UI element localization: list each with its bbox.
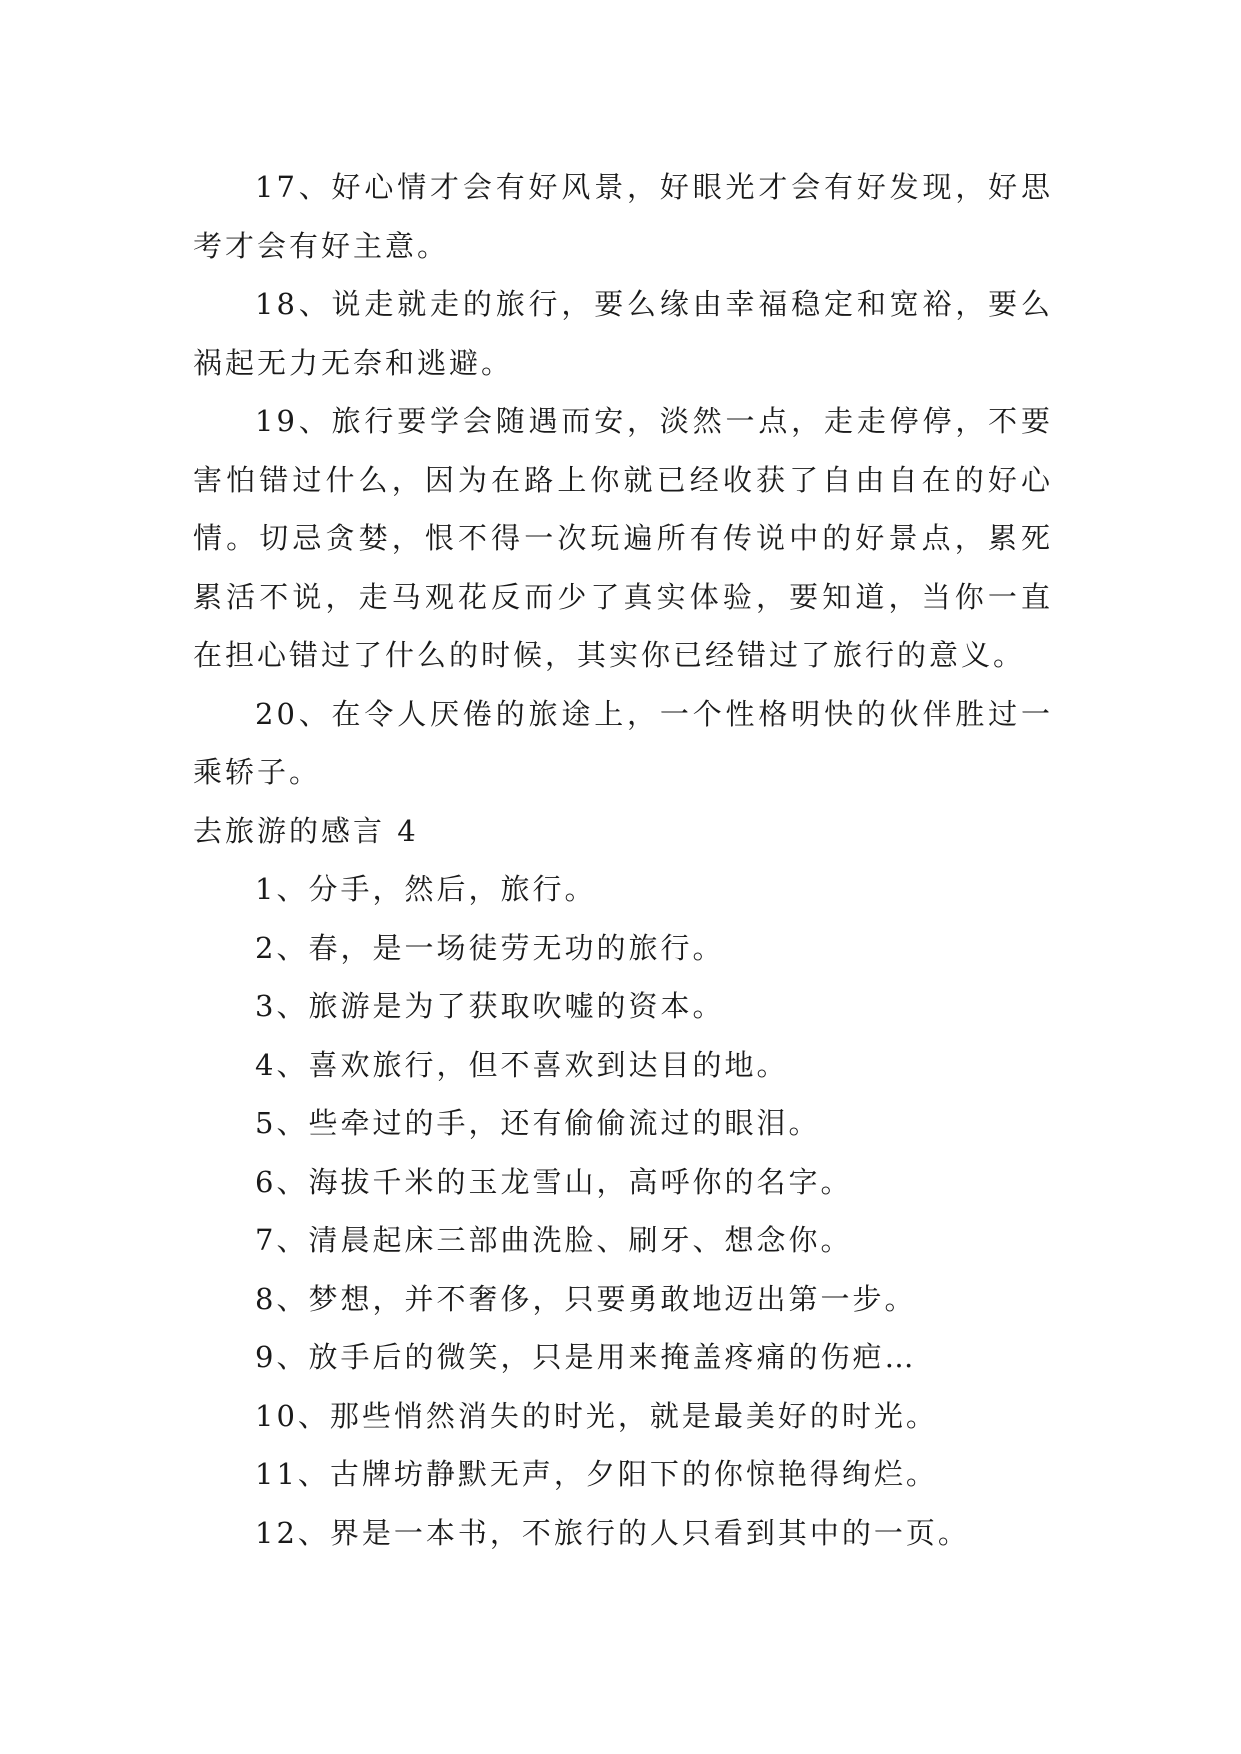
list-item: 4、喜欢旅行，但不喜欢到达目的地。 <box>255 1047 789 1082</box>
list-item: 3、旅游是为了获取吹嘘的资本。 <box>255 989 725 1023</box>
paragraph-19: 19、旅行要学会随遇而安，淡然一点，走走停停，不要害怕错过什么，因为在路上你就已经收获了自由自在的好心情。切忌贪婪，恨不得一次玩遍所有传说中的好景点，累死累活不说，走马观花反而少了真实体验，要知道，当你一直在担心错过了什么的时候，其实你已经错过了旅行的意义。 <box>193 404 1053 672</box>
list-item: 8、梦想，并不奢侈，只要勇敢地迈出第一步。 <box>255 1281 917 1316</box>
list-item: 10、那些悄然消失的时光，就是最美好的时光。 <box>255 1398 938 1433</box>
list-item: 1、分手，然后，旅行。 <box>255 872 597 906</box>
list-item: 6、海拔千米的玉龙雪山，高呼你的名字。 <box>255 1164 853 1199</box>
list-item: 5、些牵过的手，还有偷偷流过的眼泪。 <box>255 1106 821 1140</box>
document-page <box>193 158 1053 1562</box>
list-item: 2、春，是一场徒劳无功的旅行。 <box>255 930 725 965</box>
list-item: 9、放手后的微笑，只是用来掩盖疼痛的伤疤… <box>255 1340 917 1374</box>
list-item: 11、古牌坊静默无声，夕阳下的你惊艳得绚烂。 <box>255 1457 938 1491</box>
paragraph-20: 20、在令人厌倦的旅途上，一个性格明快的伙伴胜过一乘轿子。 <box>193 696 1053 789</box>
section-heading: 去旅游的感言 4 <box>193 813 419 848</box>
paragraph-17: 17、好心情才会有好风景，好眼光才会有好发现，好思考才会有好主意。 <box>193 170 1053 263</box>
list-item: 12、界是一本书，不旅行的人只看到其中的一页。 <box>255 1515 970 1550</box>
paragraph-18: 18、说走就走的旅行，要么缘由幸福稳定和宽裕，要么祸起无力无奈和逃避。 <box>193 287 1053 380</box>
list-item: 7、清晨起床三部曲洗脸、刷牙、想念你。 <box>255 1223 853 1257</box>
